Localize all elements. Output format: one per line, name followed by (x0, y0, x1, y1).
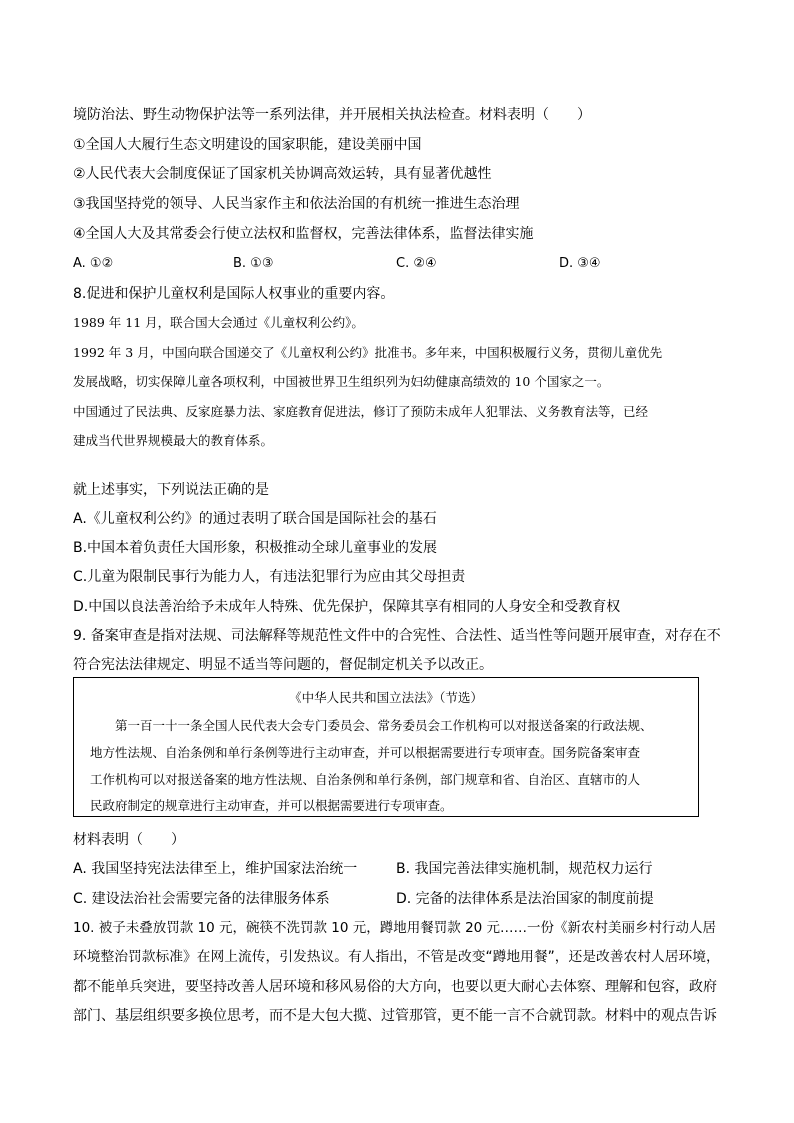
q10-line-1: 10. 被子未叠放罚款 10 元，碗筷不洗罚款 10 元，蹲地用餐罚款 20 元……一份《新农村美丽乡村行动人居 (73, 920, 717, 936)
q9-excerpt-line-4: 民政府制定的规章进行主动审查，并可以根据需要进行专项审查。 (90, 798, 453, 813)
q10-line-3: 都不能单兵突进，要坚持改善人居环境和移风易俗的大方向，也要以更大耐心去体察、理解和包容，政府 (73, 979, 717, 995)
q8-material-line-1: 1989 年 11 月，联合国大会通过《儿童权利公约》。 (73, 315, 364, 330)
q8-material-line-2: 1992 年 3 月，中国向联合国递交了《儿童权利公约》批准书。多年来，中国积极履行义务，贯彻儿童优先 (73, 345, 663, 360)
q7-option-c: C. ②④ (396, 256, 437, 271)
q7-statement-4: ④全国人大及其常委会行使立法权和监督权，完善法律体系，监督法律实施 (73, 226, 534, 242)
q7-option-a: A. ①② (73, 256, 114, 271)
q8-question: 就上述事实，下列说法正确的是 (73, 482, 269, 498)
q9-excerpt-line-2: 地方性法规、自治条例和单行条例等进行主动审查，并可以根据需要进行专项审查。国务院备案审查 (90, 745, 641, 760)
q8-option-b: B.中国本着负责任大国形象，积极推动全球儿童事业的发展 (73, 540, 438, 556)
q9-option-a: A. 我国坚持宪法法律至上，维护国家法治统一 (73, 861, 358, 877)
q7-statement-2: ②人民代表大会制度保证了国家机关协调高效运转，具有显著优越性 (73, 166, 492, 182)
q8-material-line-4: 中国通过了民法典、反家庭暴力法、家庭教育促进法，修订了预防未成年人犯罪法、义务教育法等，已经 (73, 404, 649, 419)
q10-line-4: 部门、基层组织要多换位思考，而不是大包大揽、过管那管，更不能一言不合就罚款。材料中的观点告诉 (73, 1008, 717, 1024)
q7-statement-3: ③我国坚持党的领导、人民当家作主和依法治国的有机统一推进生态治理 (73, 196, 520, 212)
q7-option-d: D. ③④ (559, 256, 601, 271)
q7-statement-1: ①全国人大履行生态文明建设的国家职能，建设美丽中国 (73, 137, 422, 153)
q7-stem-tail: 境防治法、野生动物保护法等一系列法律，并开展相关执法检查。材料表明（ ） (73, 107, 591, 123)
q9-excerpt-line-1: 第一百一十一条全国人民代表大会专门委员会、常务委员会工作机构可以对报送备案的行政法规、 (90, 718, 653, 733)
q9-stem-line-1: 9. 备案审查是指对法规、司法解释等规范性文件中的合宪性、合法性、适当性等问题开展审查，对存在不 (73, 628, 721, 644)
q9-excerpt-title: 《中华人民共和国立法法》（节选） (289, 690, 483, 705)
q9-question: 材料表明（ ） (73, 832, 185, 848)
q9-option-c: C. 建设法治社会需要完备的法律服务体系 (73, 891, 330, 907)
q8-option-a: A.《儿童权利公约》的通过表明了联合国是国际社会的基石 (73, 511, 437, 527)
q9-option-d: D. 完备的法律体系是法治国家的制度前提 (396, 891, 654, 907)
q8-stem: 8.促进和保护儿童权利是国际人权事业的重要内容。 (73, 286, 395, 302)
q9-excerpt-box (73, 677, 699, 817)
q9-option-b: B. 我国完善法律实施机制，规范权力运行 (396, 861, 653, 877)
q10-line-2: 环境整治罚款标准》在网上流传，引发热议。有人指出，不管是改变“蹲地用餐”，还是改善农村人居环境， (73, 949, 720, 965)
q8-material-line-5: 建成当代世界规模最大的教育体系。 (73, 433, 274, 448)
q9-stem-line-2: 符合宪法法律规定、明显不适当等问题的，督促制定机关予以改正。 (73, 657, 493, 673)
q9-excerpt-line-3: 工作机构可以对报送备案的地方性法规、自治条例和单行条例，部门规章和省、自治区、直辖市的人 (90, 772, 641, 787)
q7-option-b: B. ①③ (233, 256, 274, 271)
q8-option-c: C.儿童为限制民事行为能力人，有违法犯罪行为应由其父母担责 (73, 569, 466, 585)
q8-option-d: D.中国以良法善治给予未成年人特殊、优先保护，保障其享有相同的人身安全和受教育权 (73, 599, 621, 615)
q8-material-line-3: 发展战略，切实保障儿童各项权利，中国被世界卫生组织列为妇幼健康高绩效的 10 个国家之一。 (73, 374, 610, 389)
